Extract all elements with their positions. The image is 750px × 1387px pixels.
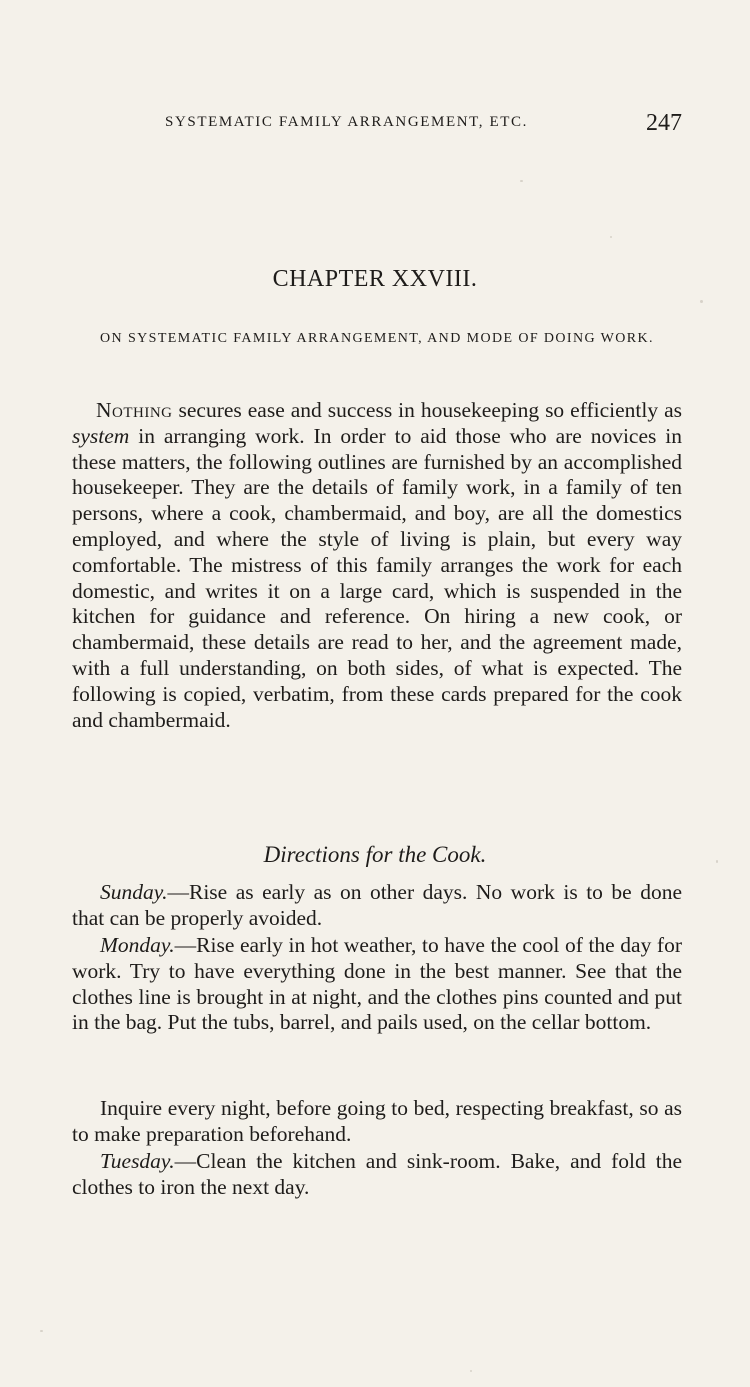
- paper-speck: [520, 180, 523, 182]
- page-number: 247: [646, 110, 682, 136]
- entry-day: Sunday.: [100, 880, 168, 904]
- entry-text: —Rise early in hot weather, to have the cool of the day for work. Try to have everything done in the best manner. See that the clothes line is brought in at night, and the clothes pins counted and put in the bag. Put the tubs, barrel, and pails used, on the cellar bottom.: [72, 933, 682, 1035]
- intro-emphasis: system: [72, 423, 130, 448]
- intro-paragraph: [72, 398, 682, 733]
- chapter-subtitle: ON SYSTEMATIC FAMILY ARRANGEMENT, AND MODE OF DOING WORK.: [100, 331, 654, 346]
- entry-text: —Clean the kitchen and sink-room. Bake, and fold the clothes to iron the next day.: [72, 1149, 682, 1199]
- entry-monday-continued: [72, 1096, 682, 1148]
- paper-speck: [610, 236, 612, 238]
- intro-text-before: secures ease and success in housekeeping so efficiently as: [172, 398, 682, 422]
- entry-day: Tuesday.: [100, 1149, 175, 1173]
- entry-day: Monday.: [100, 933, 175, 957]
- entry-text: —Rise as early as on other days. No work is to be done that can be properly avoided.: [72, 880, 682, 930]
- entry-monday: [72, 933, 682, 1036]
- entry-sunday: [72, 880, 682, 932]
- paper-speck: [716, 860, 718, 863]
- entry-tuesday: [72, 1149, 682, 1201]
- chapter-heading: CHAPTER XXVIII.: [272, 266, 478, 292]
- paper-speck: [470, 1370, 472, 1372]
- intro-lead-word: Nothing: [96, 398, 173, 422]
- running-title: SYSTEMATIC FAMILY ARRANGEMENT, ETC.: [165, 114, 528, 130]
- intro-text-after: in arranging work. In order to aid those who are novices in these matters, the following outlines are furnished by an accomplished housekeeper. They are the details of family work, in a family of ten persons, where a cook, chambermaid, and boy, are all the domestics employed, and where the style of living is plain, but every way comfortable. The mistress of this family arranges the work for each domestic, and writes it on a large card, which is suspended in the kitchen for guidance and reference. On hiring a new cook, or chambermaid, these details are read to her, and the agreement made, with a full understanding, on both sides, of what is expected. The following is copied, verbatim, from these cards prepared for the cook and chambermaid.: [72, 423, 682, 732]
- entry-text: Inquire every night, before going to bed, respecting breakfast, so as to make preparation beforehand.: [72, 1096, 682, 1146]
- paper-speck: [700, 300, 703, 303]
- running-head: [0, 110, 750, 140]
- paper-speck: [40, 1330, 43, 1332]
- section-heading: Directions for the Cook.: [263, 842, 487, 867]
